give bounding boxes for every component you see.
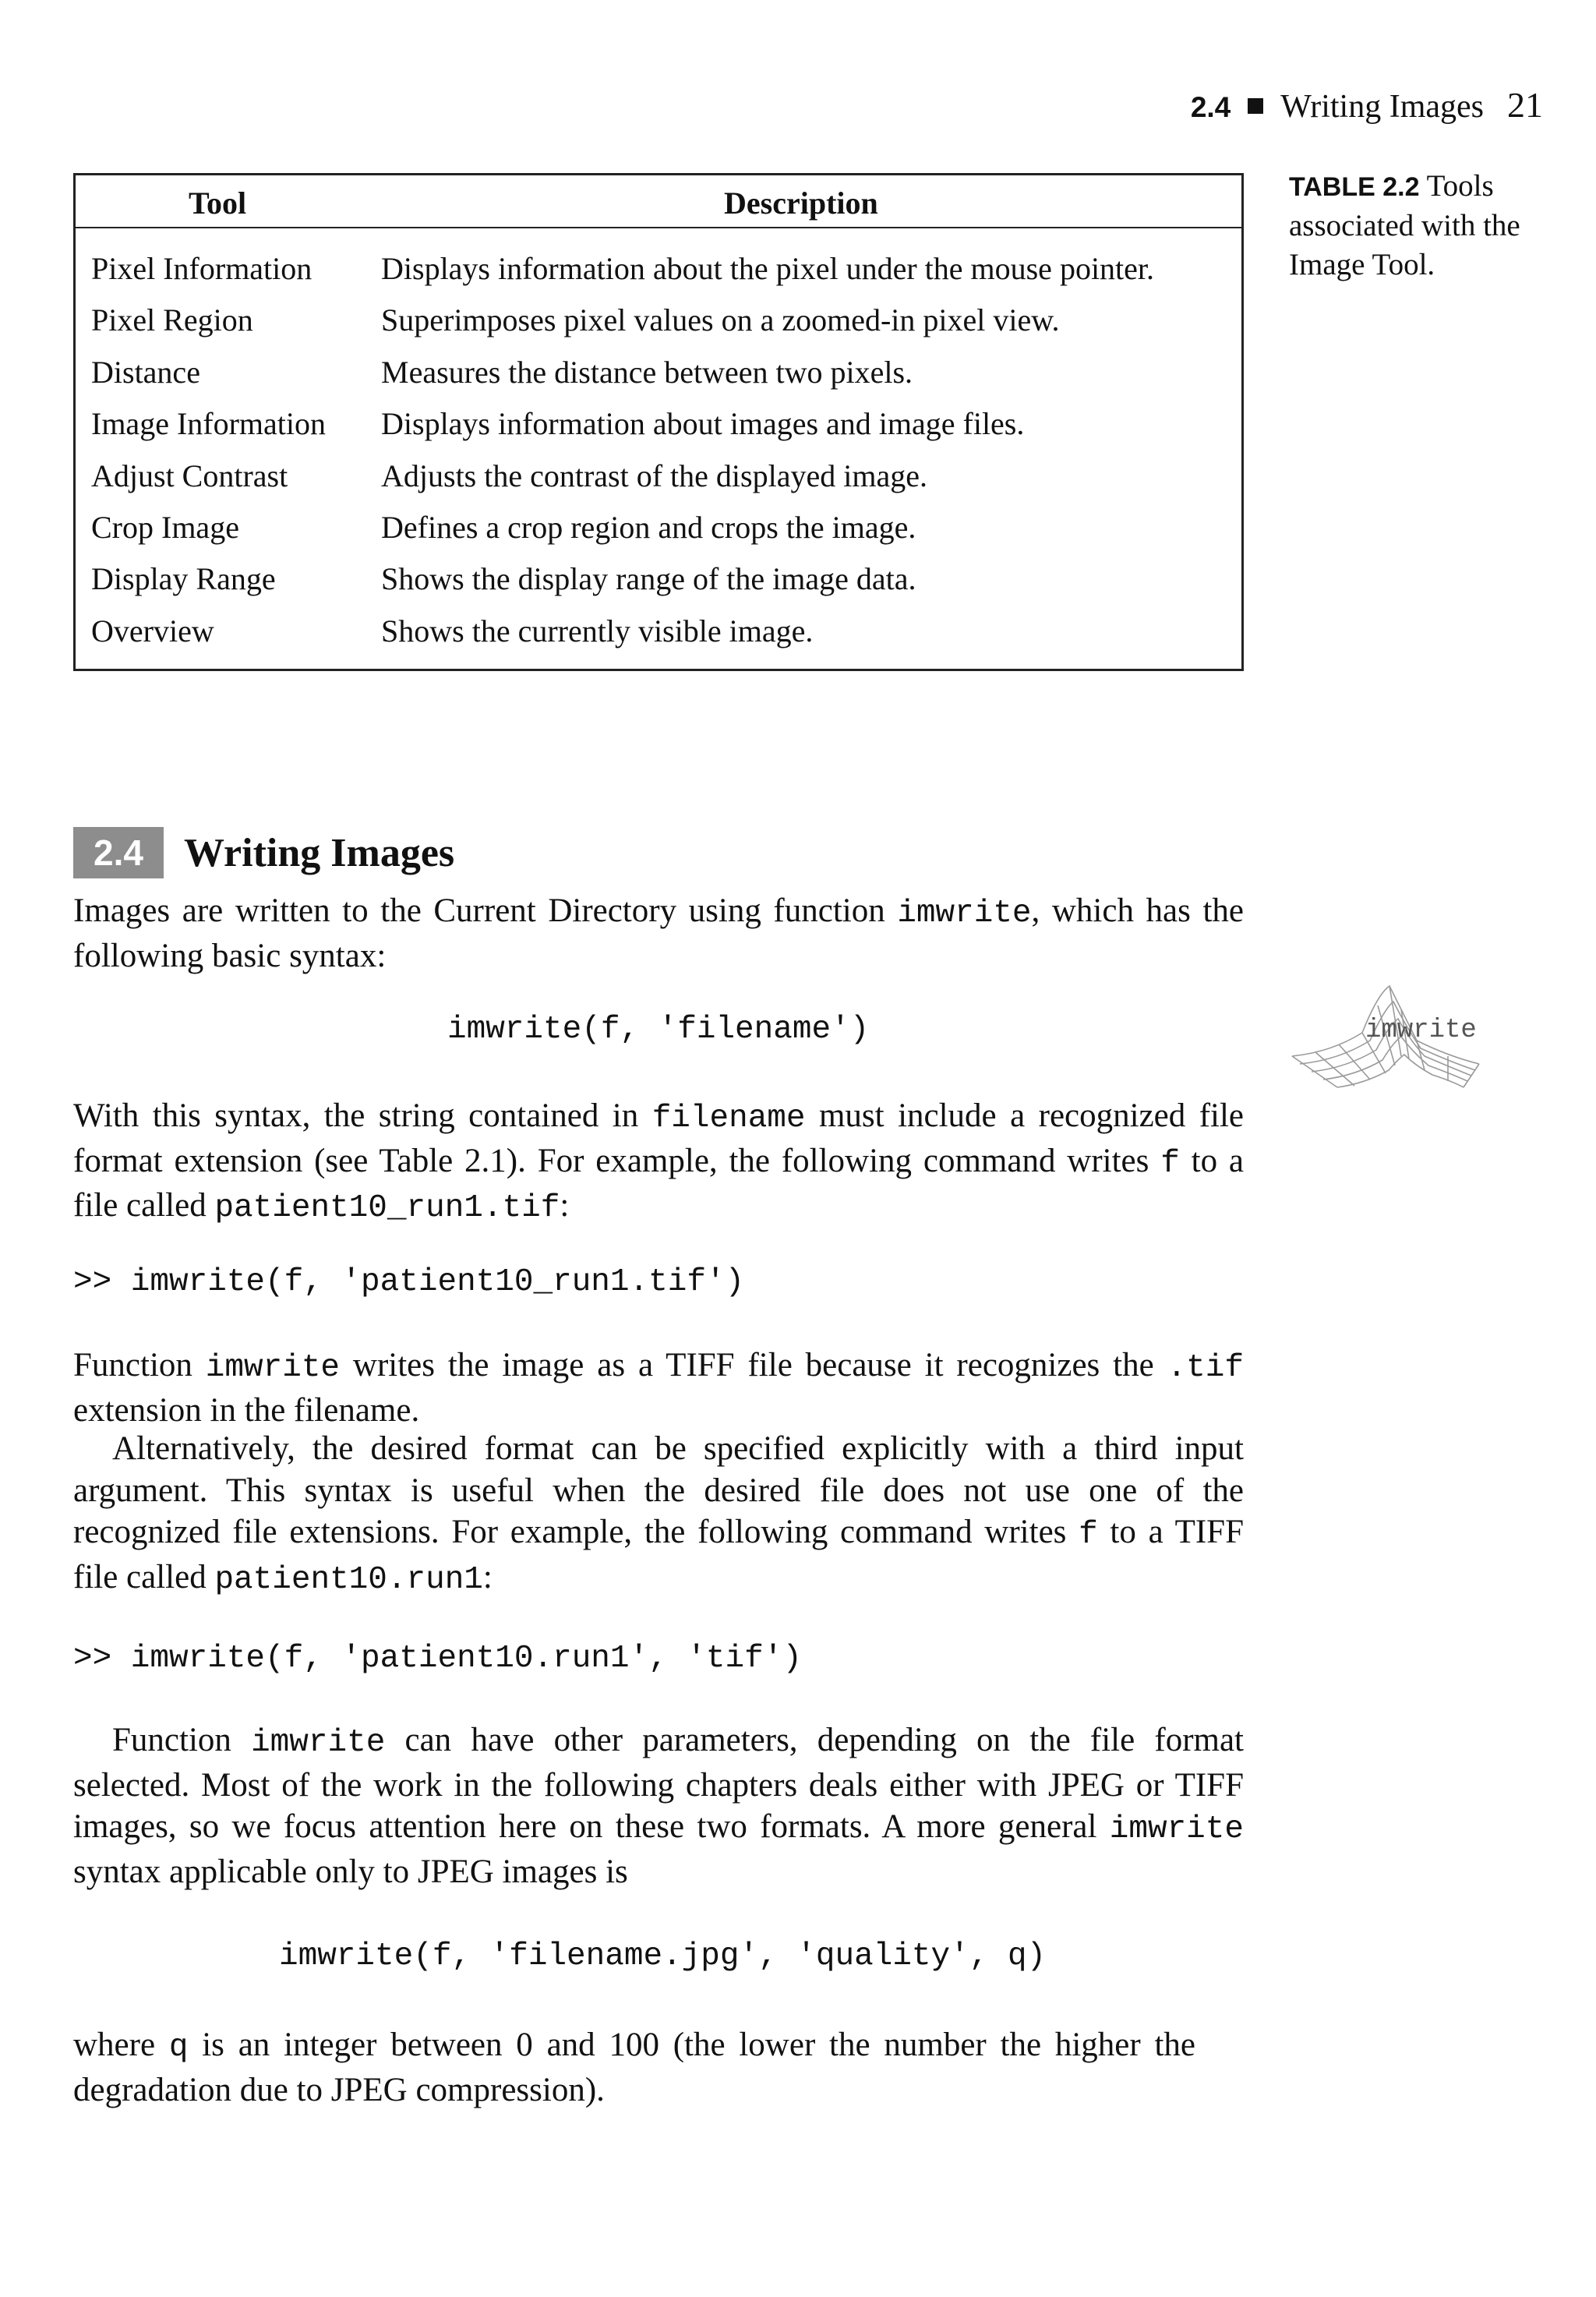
text-run: writes the image as a TIFF file because it recognizes the — [340, 1347, 1167, 1384]
table-cell-tool: Image Information — [91, 406, 326, 442]
paragraph-2 — [73, 1095, 1244, 1230]
paragraph-1 — [73, 890, 1244, 977]
page-number: 21 — [1507, 85, 1543, 125]
running-header-section-number: 2.4 — [1190, 91, 1231, 123]
paragraph-5 — [73, 1719, 1244, 1892]
inline-code: imwrite — [251, 1725, 386, 1761]
section-number-box: 2.4 — [73, 827, 164, 878]
text-run: , which has the following basic syntax: — [73, 892, 1244, 974]
table-header-description: Description — [724, 186, 878, 221]
running-header — [1191, 84, 1543, 131]
table-header-tool: Tool — [189, 186, 247, 221]
table-cell-tool: Pixel Region — [91, 302, 253, 338]
table-header-row — [76, 175, 1241, 228]
table-caption — [1289, 167, 1538, 284]
text-run: Alternatively, the desired format can be specified explicitly with a third input argument. This syntax is useful when the desired file does not use one of the recognized file extensions. For example, the following command writes — [73, 1430, 1244, 1550]
table-caption-text: Tools associated with the Image Tool. — [1289, 169, 1520, 281]
text-run: where — [73, 2027, 169, 2063]
inline-code: f — [1160, 1145, 1180, 1182]
tools-table — [73, 173, 1244, 671]
table-cell-tool: Distance — [91, 354, 200, 390]
text-run: must include a recognized file format extension (see Table 2.1). For example, the following command writes — [73, 1097, 1244, 1179]
text-run: to a TIFF file called — [73, 1514, 1244, 1596]
inline-code: filename — [651, 1101, 806, 1136]
table-row — [76, 509, 1241, 560]
square-bullet-icon — [1248, 98, 1263, 114]
table-row — [76, 302, 1241, 353]
table-cell-description: Shows the display range of the image data. — [381, 561, 916, 597]
table-cell-tool: Overview — [91, 613, 214, 648]
table-cell-tool: Adjust Contrast — [91, 458, 288, 493]
text-run: : — [560, 1187, 570, 1224]
table-cell-description: Measures the distance between two pixels. — [381, 354, 913, 390]
text-run: Function — [73, 1347, 206, 1384]
inline-code: imwrite — [1109, 1811, 1244, 1847]
inline-code: imwrite — [897, 896, 1032, 931]
table-cell-description: Displays information about the pixel under the mouse pointer. — [381, 251, 1155, 286]
table-row — [76, 458, 1241, 509]
inline-code: .tif — [1167, 1350, 1244, 1386]
table-cell-description: Displays information about images and image files. — [381, 406, 1025, 442]
text-run: Images are written to the Current Directory using function — [73, 892, 898, 929]
paragraph-6 — [73, 2024, 1195, 2111]
table-body — [76, 250, 1241, 664]
code-line-3: >> imwrite(f, 'patient10.run1', 'tif') — [73, 1641, 802, 1677]
table-cell-description: Adjusts the contrast of the displayed image. — [381, 458, 927, 493]
text-run: : — [482, 1558, 493, 1596]
table-cell-tool: Crop Image — [91, 509, 239, 545]
table-row — [76, 613, 1241, 664]
code-line-2: >> imwrite(f, 'patient10_run1.tif') — [73, 1264, 745, 1300]
margin-icon-label: imwrite — [1365, 1016, 1477, 1045]
table-cell-description: Shows the currently visible image. — [381, 613, 814, 648]
table-row — [76, 354, 1241, 405]
text-run: can have other parameters, depending on the file format selected. Most of the work in the following chapters deals either with JPEG or TIFF images, so we focus attention here on these two formats. A more general — [73, 1722, 1244, 1845]
text-run: syntax applicable only to JPEG images is — [73, 1853, 628, 1890]
table-cell-tool: Pixel Information — [91, 251, 312, 286]
table-caption-label: TABLE 2.2 — [1289, 172, 1420, 202]
paragraph-3 — [73, 1345, 1244, 1431]
table-cell-tool: Display Range — [91, 561, 276, 597]
inline-code: patient10.run1 — [214, 1561, 483, 1598]
table-row — [76, 250, 1241, 302]
code-line-4: imwrite(f, 'filename.jpg', 'quality', q) — [279, 1938, 1047, 1974]
text-run: is an integer between 0 and 100 (the lower the number the higher the degradation due to JPEG compression). — [73, 2027, 1195, 2108]
paragraph-4 — [73, 1428, 1244, 1601]
inline-code: f — [1079, 1517, 1098, 1553]
section-title: Writing Images — [184, 830, 455, 875]
section-heading — [73, 825, 454, 881]
code-line-1: imwrite(f, 'filename') — [447, 1012, 870, 1048]
running-header-title: Writing Images — [1280, 89, 1484, 125]
inline-code: patient10_run1.tif — [214, 1190, 560, 1226]
text-run: With this syntax, the string contained in — [73, 1097, 652, 1134]
table-cell-description: Superimposes pixel values on a zoomed-in pixel view. — [381, 302, 1060, 338]
inline-code: q — [168, 2030, 189, 2066]
text-run: extension in the filename. — [73, 1391, 420, 1429]
table-row — [76, 560, 1241, 612]
text-run: Function — [112, 1722, 252, 1758]
inline-code: imwrite — [205, 1350, 341, 1386]
table-row — [76, 405, 1241, 457]
text-run: to a file called — [73, 1142, 1244, 1224]
table-cell-description: Defines a crop region and crops the image. — [381, 509, 916, 545]
